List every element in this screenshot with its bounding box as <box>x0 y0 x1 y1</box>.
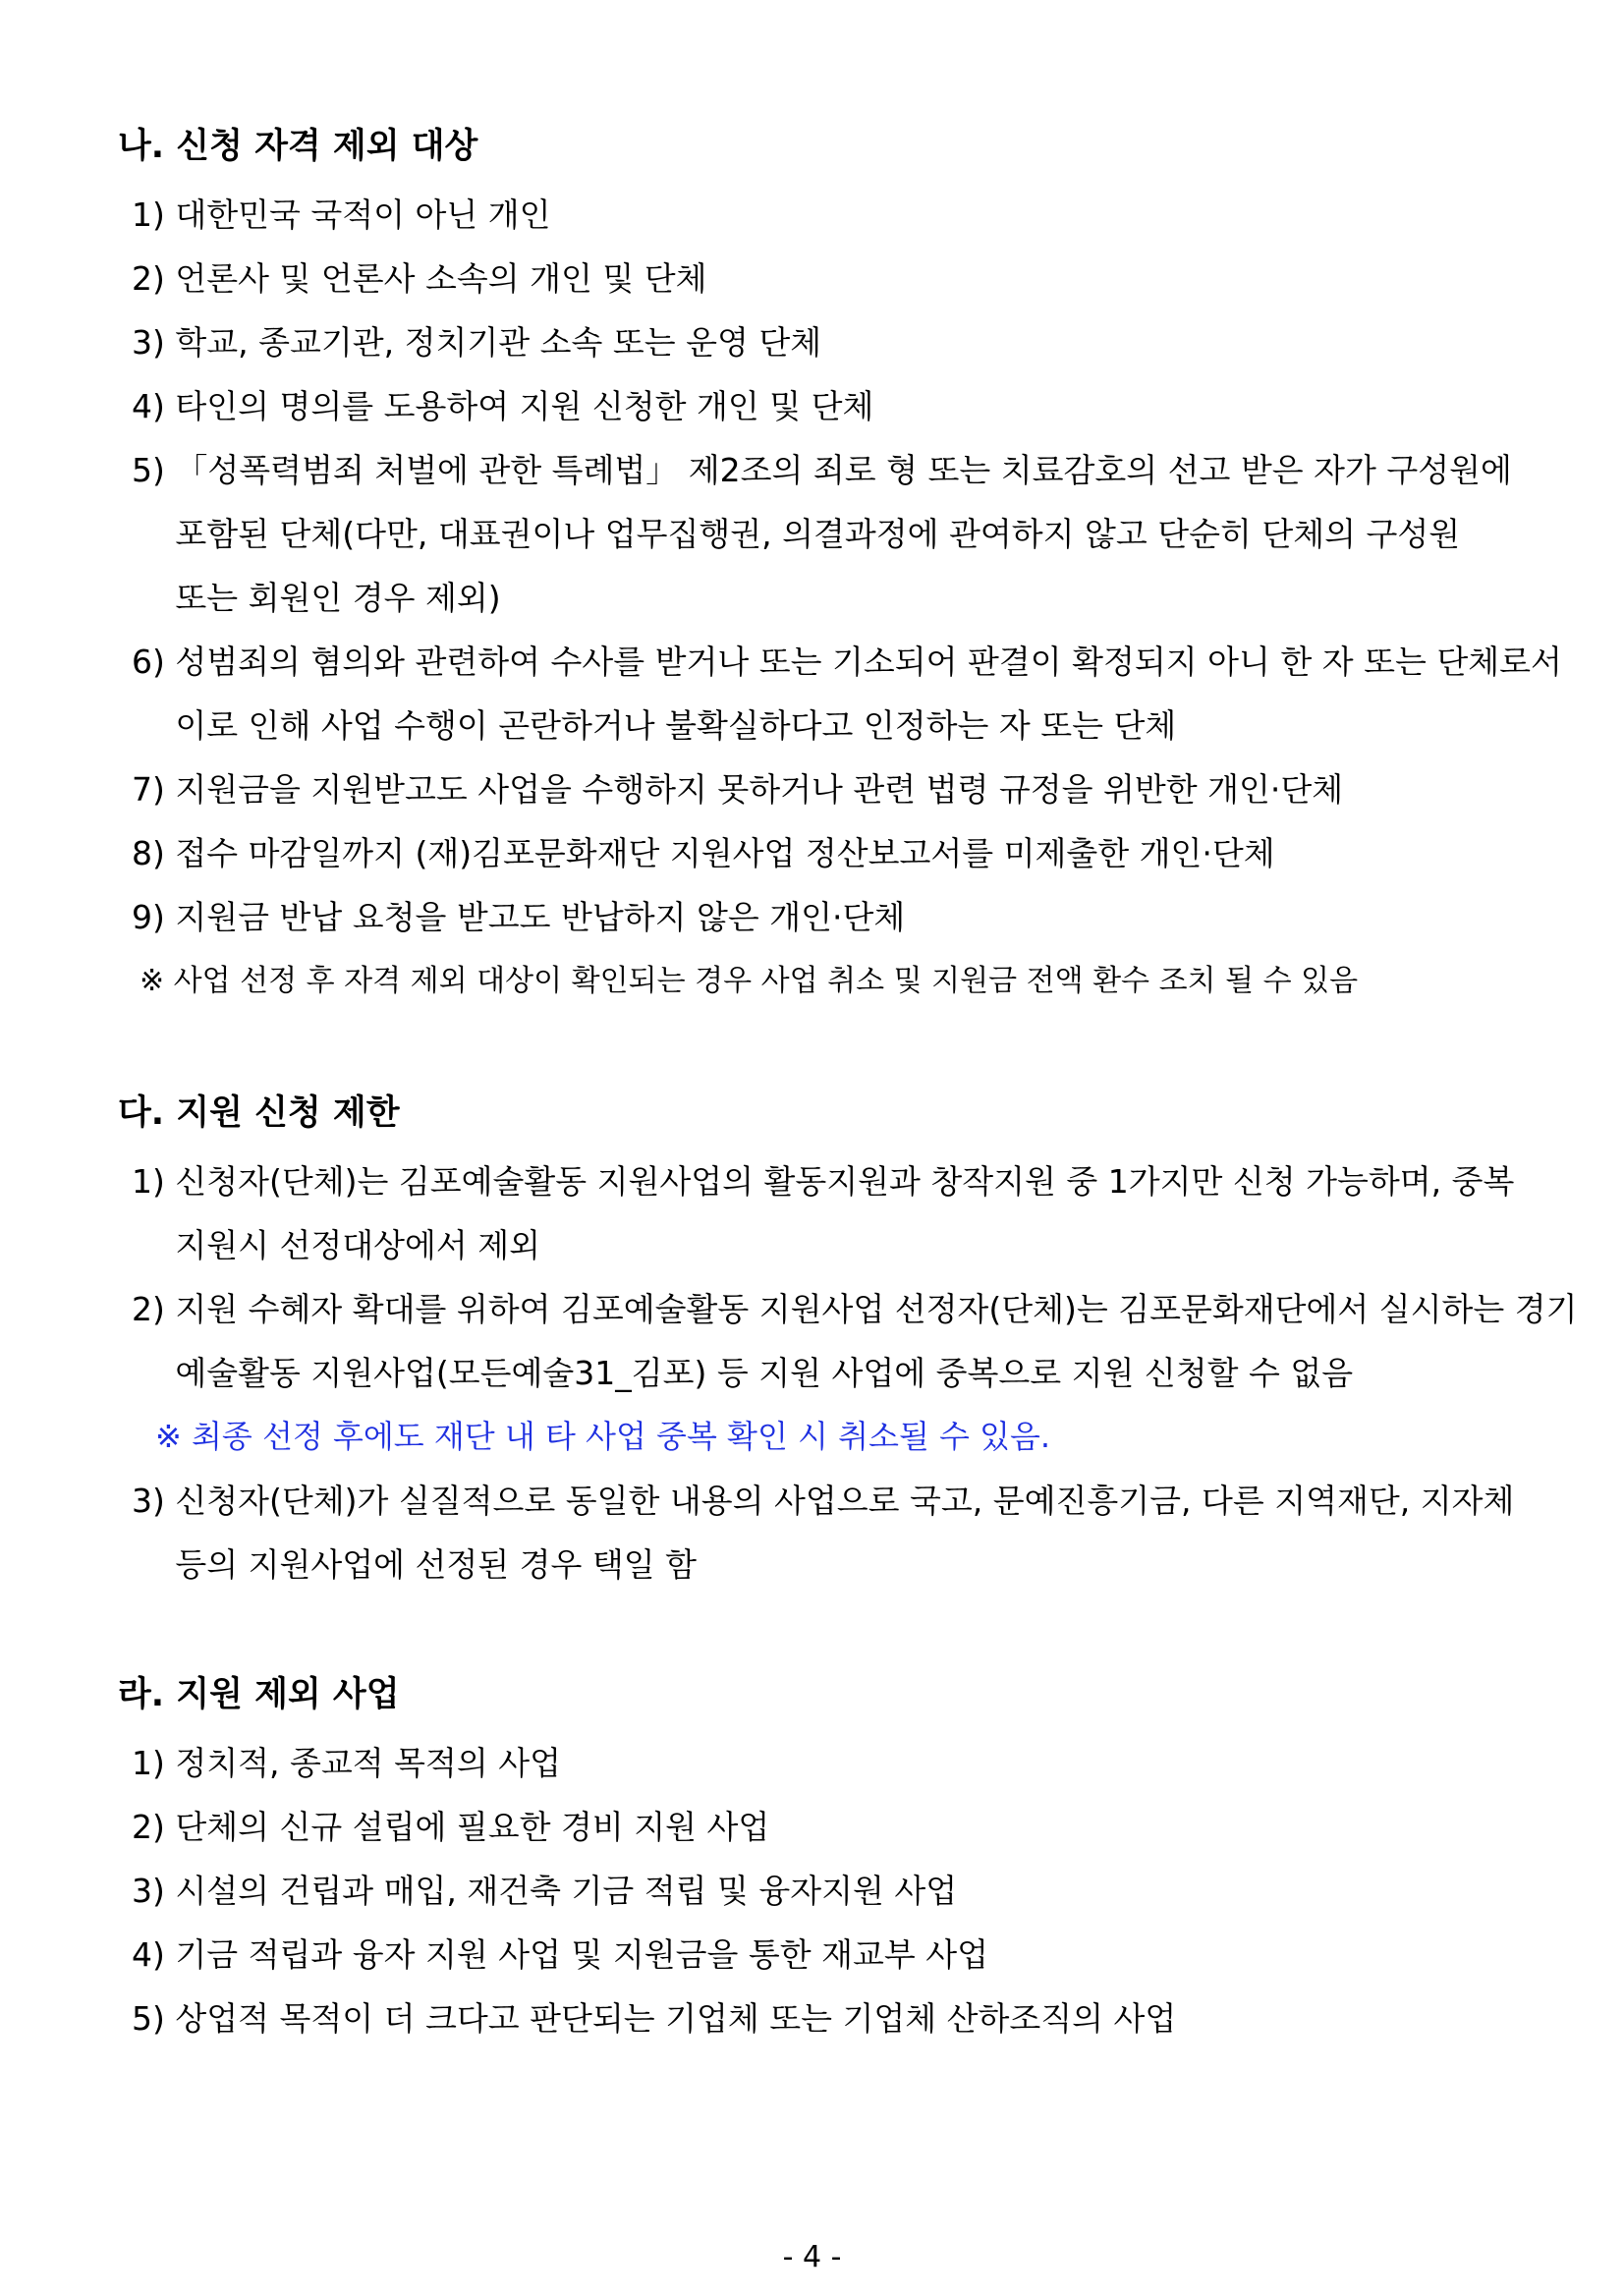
item-list <box>118 183 1562 949</box>
item-text <box>175 821 1542 885</box>
list-item <box>132 247 1542 310</box>
item-number: 3) <box>132 1872 176 1910</box>
item-list <box>118 1731 1542 2050</box>
item-text-line: 성범죄의 혐의와 관련하여 수사를 받거나 또는 기소되어 판결이 확정되지 아니 한 자 또는 단체로서 <box>175 643 1562 681</box>
item-number: 5) <box>132 1999 176 2038</box>
item-text <box>175 1469 1542 1596</box>
item-number: 1) <box>132 196 176 234</box>
list-item <box>132 1795 1542 1859</box>
item-number: 3) <box>132 1482 176 1520</box>
item-text-line: 타인의 명의를 도용하여 지원 신청한 개인 및 단체 <box>175 387 874 425</box>
item-list <box>118 1469 1542 1596</box>
list-item <box>132 885 1542 949</box>
item-text <box>175 183 1542 247</box>
list-item <box>132 1859 1542 1923</box>
list-item <box>132 1149 1542 1277</box>
item-list <box>118 1149 1578 1405</box>
item-text-line: 정치적, 종교적 목적의 사업 <box>175 1744 561 1782</box>
list-item <box>132 1923 1542 1987</box>
list-item <box>132 1469 1542 1596</box>
section-heading: 나. 신청 자격 제외 대상 <box>118 127 478 166</box>
item-text <box>175 1859 1542 1923</box>
list-item <box>132 310 1542 374</box>
note-text: ※ 사업 선정 후 자격 제외 대상이 확인되는 경우 사업 취소 및 지원금 전액 환수 조치 될 수 있음 <box>140 964 1359 998</box>
item-text <box>175 247 1542 310</box>
item-text <box>175 757 1542 821</box>
item-text <box>175 438 1542 630</box>
list-item <box>132 757 1542 821</box>
item-number: 2) <box>132 1808 176 1846</box>
item-text-line: 상업적 목적이 더 크다고 판단되는 기업체 또는 기업체 산하조직의 사업 <box>175 1999 1177 2038</box>
item-number: 5) <box>132 451 176 489</box>
item-number: 8) <box>132 834 176 872</box>
section-na <box>118 126 1562 1013</box>
item-text <box>175 310 1542 374</box>
item-number: 3) <box>132 323 176 362</box>
item-text <box>175 1987 1542 2050</box>
list-item <box>132 438 1542 630</box>
item-number: 1) <box>132 1744 176 1782</box>
item-text-line: 예술활동 지원사업(모든예술31_김포) 등 지원 사업에 중복으로 지원 신청할 수 없음 <box>175 1354 1354 1392</box>
item-text-line: 단체의 신규 설립에 필요한 경비 지원 사업 <box>175 1808 770 1846</box>
item-text-line: 대한민국 국적이 아닌 개인 <box>175 196 551 234</box>
item-text-line: 신청자(단체)가 실질적으로 동일한 내용의 사업으로 국고, 문예진흥기금, 다른 지역재단, 지자체 <box>175 1482 1515 1520</box>
item-text-line: 신청자(단체)는 김포예술활동 지원사업의 활동지원과 창작지원 중 1가지만 신청 가능하며, 중복 <box>175 1162 1515 1201</box>
item-text <box>175 885 1542 949</box>
item-number: 4) <box>132 1935 176 1974</box>
item-text-line: 시설의 건립과 매입, 재건축 기금 적립 및 융자지원 사업 <box>175 1872 958 1910</box>
item-text-line: 접수 마감일까지 (재)김포문화재단 지원사업 정산보고서를 미제출한 개인·단체 <box>175 834 1275 872</box>
section-da <box>118 1092 1578 1596</box>
item-text-line: 지원금을 지원받고도 사업을 수행하지 못하거나 관련 법령 규정을 위반한 개인·단체 <box>175 770 1344 809</box>
item-text-line: 언론사 및 언론사 소속의 개인 및 단체 <box>175 259 707 298</box>
page-number: - 4 - <box>782 2240 842 2274</box>
item-text-line: 포함된 단체(다만, 대표권이나 업무집행권, 의결과정에 관여하지 않고 단순히 단체의 구성원 <box>175 515 1461 553</box>
section-heading: 다. 지원 신청 제한 <box>118 1093 400 1133</box>
item-number: 7) <box>132 770 176 809</box>
item-text <box>175 1149 1542 1277</box>
list-item <box>132 1731 1542 1795</box>
item-number: 1) <box>132 1162 176 1201</box>
note-text-blue: ※ 최종 선정 후에도 재단 내 타 사업 중복 확인 시 취소될 수 있음. <box>155 1418 1051 1455</box>
list-item <box>132 821 1542 885</box>
item-number: 4) <box>132 387 176 425</box>
list-item <box>132 183 1542 247</box>
list-item <box>132 630 1562 757</box>
item-text <box>175 1277 1577 1405</box>
item-number: 9) <box>132 898 176 936</box>
item-text-line: 지원시 선정대상에서 제외 <box>175 1226 541 1264</box>
section-ra <box>118 1674 1542 2050</box>
item-number: 6) <box>132 643 176 681</box>
item-text-line: 「성폭력범죄 처벌에 관한 특례법」 제2조의 죄로 형 또는 치료감호의 선고 받은 자가 구성원에 <box>175 451 1512 489</box>
item-text <box>175 1731 1542 1795</box>
item-text <box>175 1795 1542 1859</box>
item-text <box>175 630 1562 757</box>
item-text-line: 또는 회원인 경우 제외) <box>175 579 501 617</box>
list-item <box>132 1277 1578 1405</box>
item-text-line: 학교, 종교기관, 정치기관 소속 또는 운영 단체 <box>175 323 822 362</box>
list-item <box>132 374 1542 438</box>
item-text-line: 지원 수혜자 확대를 위하여 김포예술활동 지원사업 선정자(단체)는 김포문화재단에서 실시하는 경기 <box>175 1290 1578 1328</box>
item-text-line: 이로 인해 사업 수행이 곤란하거나 불확실하다고 인정하는 자 또는 단체 <box>175 706 1177 745</box>
item-text-line: 지원금 반납 요청을 받고도 반납하지 않은 개인·단체 <box>175 898 906 936</box>
item-text-line: 등의 지원사업에 선정된 경우 택일 함 <box>175 1545 697 1584</box>
item-text-line: 기금 적립과 융자 지원 사업 및 지원금을 통한 재교부 사업 <box>175 1935 988 1974</box>
item-number: 2) <box>132 1290 176 1328</box>
item-number: 2) <box>132 259 176 298</box>
item-text <box>175 374 1542 438</box>
list-item <box>132 1987 1542 2050</box>
section-heading: 라. 지원 제외 사업 <box>118 1675 400 1714</box>
item-text <box>175 1923 1542 1987</box>
